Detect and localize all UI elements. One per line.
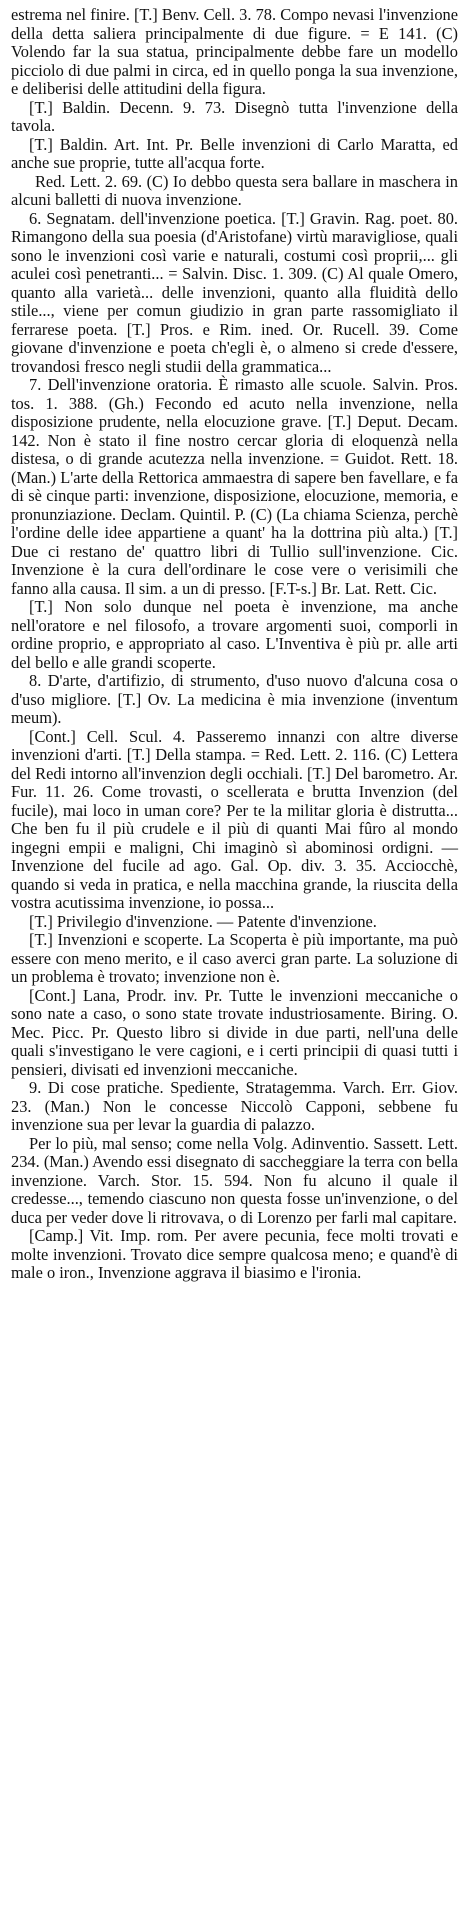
paragraph-3: [T.] Baldin. Art. Int. Pr. Belle invenzioni di Carlo Maratta, ed anche sue proprie, tutte all'acqua forte.	[11, 134, 458, 172]
paragraph-10: [T.] Privilegio d'invenzione. — Patente d'invenzione.	[29, 911, 377, 931]
paragraph-9: [Cont.] Cell. Scul. 4. Passeremo innanzi con altre diverse invenzioni d'arti. [T.] Della stampa. = Red. Lett. 2. 116. (C) Lettera del Redi intorno all'invenzion degli occhiali. [T.] Del barometro. Ar. Fur. 11. 26. Come trovasti, o scellerata e brutta Invenzion (del fucile), mai loco in uman core? Per te la militar gloria è distrutta... Che ben fu il più crudele e il più di quanti Mai fûro al mondo ingegni empii e maligni, Chi imaginò sì abominosi ordigni. — Invenzione del fucile ad ago. Gal. Op. div. 3. 35. Acciocchè, quando si veda in pratica, e nella macchina grande, la riuscita della vostra acutissima invenzione, io possa...	[11, 726, 458, 912]
paragraph-12: [Cont.] Lana, Prodr. inv. Pr. Tutte le invenzioni meccaniche o sono nate a caso, o sono state trovate industriosamente. Biring. O. Mec. Picc. Pr. Questo libro si divide in due parti, nell'una delle quali s'investigano le vere cagioni, e i certi principii di quasi tutti i pensieri, divisati ed invenzioni meccaniche.	[11, 985, 458, 1079]
paragraph-4: Red. Lett. 2. 69. (C) Io debbo questa sera ballare in maschera in alcuni balletti di nuova invenzione.	[11, 171, 458, 209]
sense-7-paragraph: 7. Dell'invenzione oratoria. È rimasto alle scuole. Salvin. Pros. tos. 1. 388. (Gh.) Fecondo ed acuto nella invenzione, nella disposizione prudente, nella elocuzione grave. [T.] Deput. Decam. 142. Non è stato il fine nostro cercar gloria di eloquenzà nella distesa, o di grande acutezza nella invenzione. = Guidot. Rett. 18. (Man.) L'arte della Rettorica ammaestra di sapere ben favellare, e fa di sè cinque parti: invenzione, disposizione, elocuzione, memoria, e pronunziazione. Declam. Quintil. P. (C) (La chiama Scienza, perchè l'ordine delle idee appartiene a quant' ha la dottrina più alta.) [T.] Due ci restano de' quattro libri di Tullio sull'invenzione. Cic. Invenzione è la cura dell'ordinare le cose vere o verisimili che fanno alla causa. Il sim. a un di presso. [F.T-s.] Br. Lat. Rett. Cic.	[11, 375, 458, 598]
paragraph-2: [T.] Baldin. Decenn. 9. 73. Disegnò tutta l'invenzione della tavola.	[11, 97, 458, 135]
paragraph-11: [T.] Invenzioni e scoperte. La Scoperta è più importante, ma può essere con meno merito, e il caso averci gran parte. La soluzione di un problema è trovato; invenzione non è.	[11, 930, 458, 986]
paragraph-15: [Camp.] Vit. Imp. rom. Per avere pecunia, fece molti trovati e molte invenzioni. Trovato dice sempre qualcosa meno; e quand'è di male o iron., Invenzione aggrava il biasimo e l'ironia.	[11, 1226, 458, 1282]
paragraph-14: Per lo più, mal senso; come nella Volg. Adinventio. Sassett. Lett. 234. (Man.) Avendo essi disegnato di saccheggiare la terra con bella invenzione. Varch. Stor. 15. 594. Non fu alcuno il quale il credesse..., temendo ciascuno non questa fosse un'invenzione, o del duca per veder dove li ritrovava, o di Lorenzo per farli mal capitare.	[11, 1133, 458, 1227]
sense-6-paragraph: 6. Segnatam. dell'invenzione poetica. [T.] Gravin. Rag. poet. 80. Rimangono della sua poesia (d'Aristofane) virtù maravigliose, quali sono le invenzioni così varie e naturali, costumi così proprii,... gli aculei così penetranti... = Salvin. Disc. 1. 309. (C) Al quale Omero, quanto alla varietà... delle invenzioni, quanto alla fluidità dello stile..., viene per comun giudizio in gran parte rassomigliato il ferrarese poeta. [T.] Pros. e Rim. ined. Or. Rucell. 39. Come giovane d'invenzione e poeta ch'egli è, o almeno si crede d'essere, trovandosi fresco negli studii della grammatica...	[11, 208, 458, 376]
paragraph-7: [T.] Non solo dunque nel poeta è invenzione, ma anche nell'oratore e nel filosofo, a trovare argomenti suoi, comporli in ordine proprio, e appropriato al caso. L'Inventiva è più pr. alle arti del bello e alle grandi scoperte.	[11, 597, 458, 672]
sense-9-paragraph: 9. Di cose pratiche. Spediente, Stratagemma. Varch. Err. Giov. 23. (Man.) Non le concesse Niccolò Capponi, sebbene fu invenzione sua per levar la guardia di palazzo.	[11, 1078, 458, 1134]
sense-8-paragraph: 8. D'arte, d'artifizio, di strumento, d'uso nuovo d'alcuna cosa o d'uso migliore. [T.] Ov. La medicina è mia invenzione (inventum meum).	[11, 671, 458, 727]
paragraph-1: estrema nel finire. [T.] Benv. Cell. 3. 78. Compo nevasi l'invenzione della detta saliera principalmente di due figure. = E 141. (C) Volendo far la sua statua, principalmente debbe fare un modello picciolo di due palmi in circa, ed in quello ponga la sua invenzione, e deliberisi delle attitudini della figura.	[11, 5, 458, 98]
